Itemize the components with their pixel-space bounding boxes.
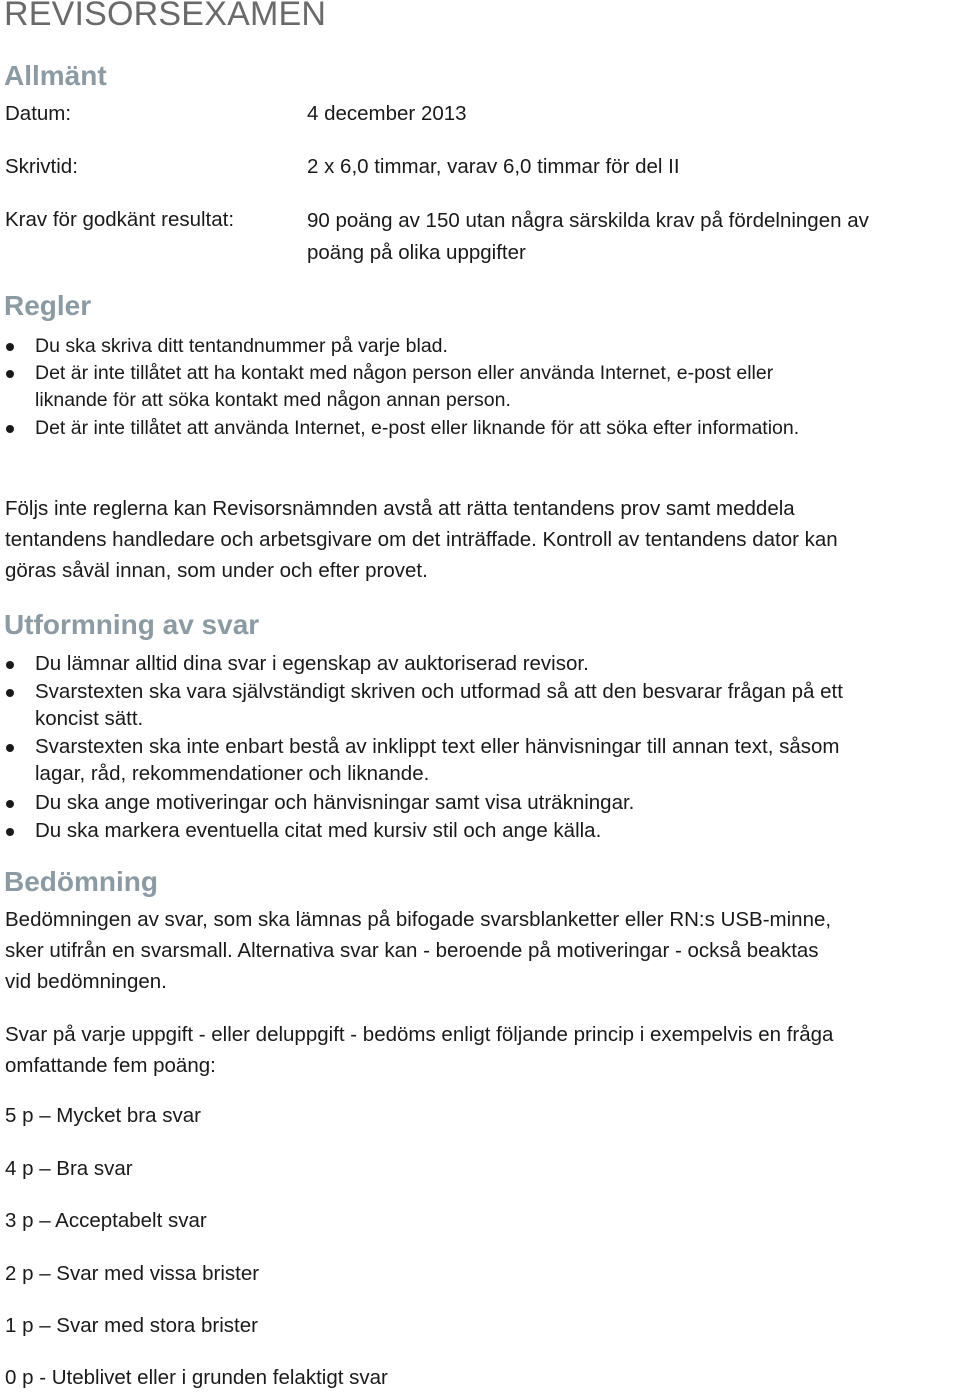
answer-rule-text (35, 733, 840, 787)
list-item (0, 333, 960, 360)
list-item (0, 360, 960, 415)
list-item (0, 789, 960, 817)
answer-rule-line: koncist sätt. (35, 707, 144, 730)
bullet-icon (6, 661, 14, 669)
answer-rule-text (35, 678, 843, 732)
bullet-icon (6, 689, 14, 697)
page-title: REVISORSEXAMEN (4, 0, 327, 33)
section-heading-answers: Utformning av svar (4, 609, 260, 640)
rule-text: Det är inte tillåtet att använda Internet, e-post eller liknande för att söka efter information. (35, 417, 800, 439)
score-level-5: 5 p – Mycket bra svar (5, 1104, 201, 1127)
writing-time-label: Skrivtid: (5, 155, 78, 178)
section-heading-assessment: Bedömning (4, 866, 158, 897)
answer-rule-line: Svarstexten ska inte enbart bestå av inklippt text eller hänvisningar till annan text, såsom (35, 735, 840, 758)
paragraph-line: göras såväl innan, som under och efter provet. (5, 559, 428, 582)
pass-requirement-line: 90 poäng av 150 utan några särskilda krav på fördelningen av (307, 209, 869, 232)
list-item (0, 650, 960, 678)
section-heading-general: Allmänt (4, 60, 107, 91)
paragraph-line: tentandens handledare och arbetsgivare om det inträffade. Kontroll av tentandens dator kan (5, 528, 838, 551)
score-level-4: 4 p – Bra svar (5, 1157, 133, 1180)
rule-text (35, 360, 773, 414)
assessment-paragraph-2 (5, 1019, 833, 1081)
list-item (0, 817, 960, 845)
rules-paragraph (5, 493, 838, 586)
rule-text-line: Det är inte tillåtet att ha kontakt med någon person eller använda Internet, e-post eller (35, 362, 774, 384)
writing-time-value: 2 x 6,0 timmar, varav 6,0 timmar för del II (307, 155, 680, 178)
pass-requirement-line: poäng på olika uppgifter (307, 241, 526, 264)
bullet-icon (6, 425, 14, 433)
answer-rule-line: Svarstexten ska vara självständigt skriven och utformad så att den besvarar frågan på ett (35, 680, 843, 703)
date-label: Datum: (5, 102, 72, 125)
date-value: 4 december 2013 (307, 102, 467, 125)
list-item (0, 733, 960, 789)
bullet-icon (6, 343, 14, 351)
score-level-2: 2 p – Svar med vissa brister (5, 1262, 260, 1285)
paragraph-line: omfattande fem poäng: (5, 1054, 216, 1077)
score-level-1: 1 p – Svar med stora brister (5, 1314, 258, 1337)
pass-requirement-value (307, 205, 869, 269)
answers-list (0, 650, 960, 845)
paragraph-line: Svar på varje uppgift - eller deluppgift - bedöms enligt följande princip i exempelvis en fråga (5, 1023, 834, 1046)
rules-list (0, 333, 960, 442)
bullet-icon (6, 828, 14, 836)
answer-rule-text: Du ska markera eventuella citat med kursiv stil och ange källa. (35, 819, 602, 842)
paragraph-line: Bedömningen av svar, som ska lämnas på bifogade svarsblanketter eller RN:s USB-minne, (5, 908, 832, 931)
answer-rule-line: lagar, råd, rekommendationer och liknande. (35, 762, 430, 785)
paragraph-line: sker utifrån en svarsmall. Alternativa svar kan - beroende på motiveringar - också beaktas (5, 939, 819, 962)
paragraph-line: Följs inte reglerna kan Revisorsnämnden avstå att rätta tentandens prov samt meddela (5, 497, 795, 520)
list-item (0, 415, 960, 442)
paragraph-line: vid bedömningen. (5, 970, 167, 993)
pass-requirement-label: Krav för godkänt resultat: (5, 208, 235, 231)
answer-rule-text: Du ska ange motiveringar och hänvisningar samt visa uträkningar. (35, 791, 635, 814)
score-level-0: 0 p - Uteblivet eller i grunden felaktigt svar (5, 1366, 388, 1389)
assessment-paragraph-1 (5, 904, 831, 997)
bullet-icon (6, 800, 14, 808)
answer-rule-text: Du lämnar alltid dina svar i egenskap av auktoriserad revisor. (35, 652, 589, 675)
rule-text-line: liknande för att söka kontakt med någon annan person. (35, 389, 511, 411)
rule-text: Du ska skriva ditt tentandnummer på varje blad. (35, 335, 448, 357)
bullet-icon (6, 370, 14, 378)
score-level-3: 3 p – Acceptabelt svar (5, 1209, 207, 1232)
list-item (0, 678, 960, 733)
bullet-icon (6, 744, 14, 752)
section-heading-rules: Regler (4, 290, 92, 321)
